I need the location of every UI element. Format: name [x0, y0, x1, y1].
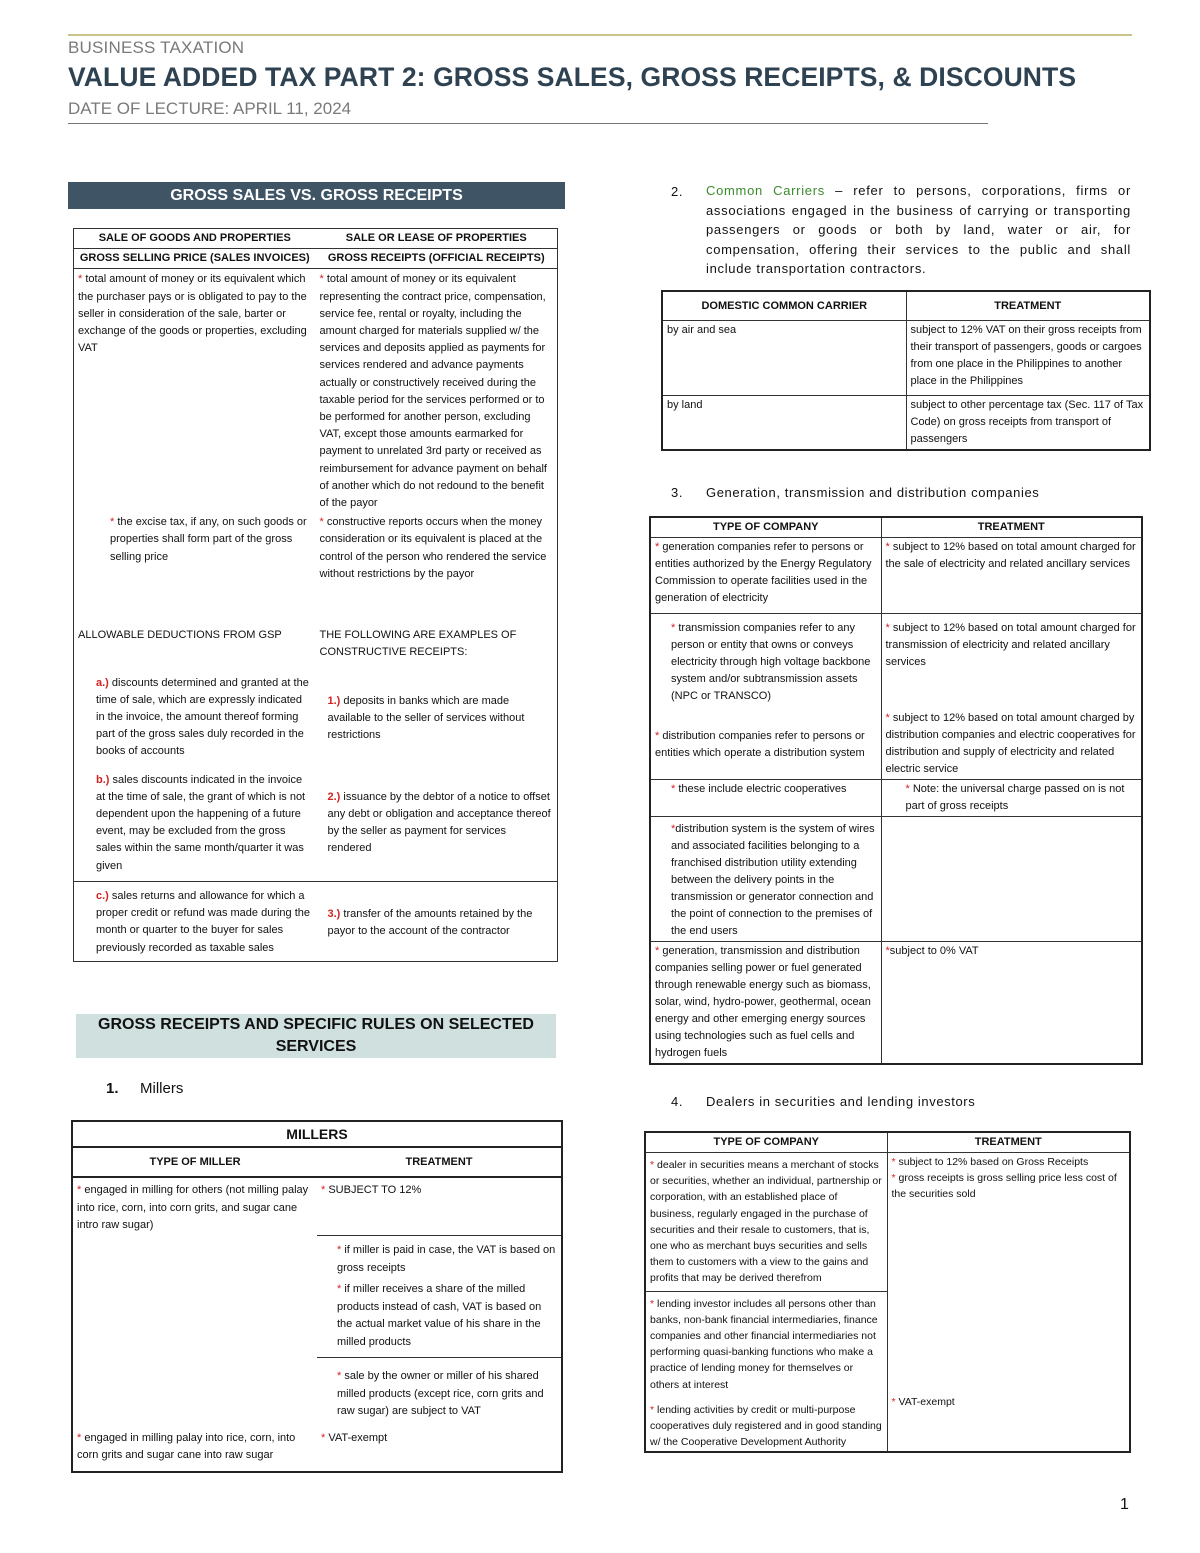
lending-investor: lending investor includes all persons other than banks, non-bank financial intermediaries, finance companies and other financial intermediaries not performing quasi-banking functions who make a practice of lending money for themselves or others at interest	[650, 1297, 878, 1391]
electric-cooperatives: these include electric cooperatives	[678, 783, 847, 795]
gsp-definition: total amount of money or its equivalent which the purchaser pays or is obligated to pay to the seller in consideration of the sale, barter or exchange of the goods or properties, excluding VAT	[78, 273, 307, 355]
item-4-title: Dealers in securities and lending investors	[706, 1094, 976, 1109]
dealers-col-treatment: TREATMENT	[887, 1132, 1130, 1153]
distribution-system-definition: distribution system is the system of wires and associated facilities belonging to a franchised distribution utility extending between the delivery points in the transmission or generator connection and the point of connection to the premises of the end users	[671, 823, 875, 937]
miller-cash-payment: if miller is paid in case, the VAT is based on gross receipts	[337, 1244, 556, 1274]
example-3-label: 3.)	[327, 907, 341, 920]
col-header-services: SALE OR LEASE OF PROPERTIES	[316, 229, 558, 249]
common-carriers-definition: – refer to persons, corporations, firms or associations engaged in the business of carrying or transporting passengers or goods or both by land, water or air, for compensation, offering their services to the public and shall include transportation contractors.	[706, 183, 1131, 276]
gr-definition: total amount of money or its equivalent representing the contract price, compensation, service fee, rental or royalty, including the amount charged for materials supplied w/ the services and deposits applied as payments for services rendered and advance payments actually or constructively received during the taxable period for the services performed or to be performed for another person, excluding VAT, except those amounts earmarked for payment to unrelated 3rd party or received as reimbursement for advance payment on behalf of another which do not redound to the benefit of the payor	[319, 273, 547, 510]
bullet-icon: *	[337, 1370, 342, 1382]
item-2-number: 2.	[671, 184, 684, 199]
example-3: transfer of the amounts retained by the payor to the account of the contractor	[327, 907, 533, 938]
bullet-icon: *	[885, 712, 890, 724]
bullet-icon: *	[77, 1184, 82, 1196]
common-col-carrier: DOMESTIC COMMON CARRIER	[662, 291, 906, 321]
bullet-icon: *	[891, 1156, 896, 1168]
deduction-b-label: b.)	[96, 773, 110, 786]
transmission-companies: transmission companies refer to any person or entity that owns or conveys electricity through high voltage backbone system and/or subtransmission assets (NPC or TRANSCO)	[671, 622, 871, 702]
deduction-a: discounts determined and granted at the time of sale, which are expressly indicated in the invoice, the amount thereof forming part of the gross sales duly recorded in the books of accounts	[96, 676, 309, 758]
bullet-icon: *	[337, 1283, 342, 1295]
header-rule	[68, 34, 1132, 36]
item-3-title: Generation, transmission and distribution companies	[706, 485, 1040, 500]
bullet-icon: *	[885, 622, 890, 634]
cooperative-vat-exempt: VAT-exempt	[898, 1395, 955, 1408]
miller-treatment-12: SUBJECT TO 12%	[328, 1184, 422, 1196]
millers-col-type: TYPE OF MILLER	[72, 1147, 317, 1177]
section-specific-rules-title: GROSS RECEIPTS AND SPECIFIC RULES ON SELECTED SERVICES	[76, 1014, 556, 1058]
bullet-icon: *	[885, 541, 890, 553]
bullet-icon: *	[885, 945, 890, 957]
bullet-icon: *	[337, 1244, 342, 1256]
transmission-treatment: subject to 12% based on total amount charged for transmission of electricity and related ancillary services	[885, 622, 1136, 668]
bullet-icon: *	[319, 273, 324, 286]
deduction-c: sales returns and allowance for which a proper credit or refund was made during the month or quarter to the buyer for sales previously recorded as taxable sales	[96, 889, 311, 954]
carrier-land-treatment: subject to other percentage tax (Sec. 117 of Tax Code) on gross receipts from transport of passengers	[906, 396, 1150, 451]
item-1-title: Millers	[140, 1080, 184, 1097]
carrier-air-sea-treatment: subject to 12% VAT on their gross receipts from their transport of passengers, goods or cargoes from one place in the Philippines to another place in the Philippines	[906, 321, 1150, 396]
lecture-date: DATE OF LECTURE: APRIL 11, 2024	[68, 99, 352, 118]
dealer-gross-receipts-def: gross receipts is gross selling price less cost of the securities sold	[891, 1172, 1117, 1201]
constructive-receipt-note: constructive reports occurs when the money consideration or its equivalent is placed at the control of the person who rendered the service without restrictions by the payor	[319, 516, 547, 580]
miller-share-payment: if miller receives a share of the milled products instead of cash, VAT is based on the actual market value of his share in the milled products	[337, 1283, 542, 1348]
col-header-goods: SALE OF GOODS AND PROPERTIES	[74, 229, 316, 249]
example-2-label: 2.)	[327, 790, 341, 803]
item-3-number: 3.	[671, 485, 684, 500]
bullet-icon: *	[655, 541, 660, 553]
document-title: VALUE ADDED TAX PART 2: GROSS SALES, GROSS RECEIPTS, & DISCOUNTS	[68, 62, 1077, 92]
excise-tax-note: the excise tax, if any, on such goods or properties shall form part of the gross selling price	[110, 516, 307, 563]
millers-table	[71, 1120, 563, 1473]
bullet-icon: *	[671, 622, 676, 634]
carrier-air-sea: by air and sea	[662, 321, 906, 396]
generation-companies-table	[649, 516, 1143, 1065]
example-2: issuance by the debtor of a notice to offset any debt or obligation and acceptance thereof by the seller as payment for services rendered	[327, 790, 551, 855]
millers-col-treatment: TREATMENT	[317, 1147, 562, 1177]
common-carriers-paragraph	[706, 181, 1131, 279]
col-subheader-gsp: GROSS SELLING PRICE (SALES INVOICES)	[74, 249, 316, 269]
bullet-icon: *	[110, 516, 115, 529]
renewable-treatment: subject to 0% VAT	[889, 945, 979, 957]
bullet-icon: *	[891, 1395, 896, 1408]
renewable-energy-companies: generation, transmission and distribution companies selling power or fuel generated through renewable energy such as biomass, solar, wind, hydro-power, geothermal, ocean energy and other emerging energy sources using technologies such as fuel cells and hydrogen fuels	[655, 945, 871, 1059]
universal-charge-note: Note: the universal charge passed on is not part of gross receipts	[905, 783, 1125, 812]
gen-col-type: TYPE OF COMPANY	[650, 517, 881, 538]
distribution-treatment: subject to 12% based on total amount charged by distribution companies and electric cooperatives for distribution and supply of electricity and related electric service	[885, 712, 1136, 775]
generation-treatment: subject to 12% based on total amount charged for the sale of electricity and related ancillary services	[885, 541, 1136, 570]
course-subject: BUSINESS TAXATION	[68, 38, 245, 57]
bullet-icon: *	[650, 1297, 655, 1310]
miller-type-toll: engaged in milling for others (not milling palay into rice, corn, into corn grits, and sugar cane intro raw sugar)	[77, 1184, 309, 1231]
examples-heading: THE FOLLOWING ARE EXAMPLES OF CONSTRUCTIVE RECEIPTS:	[319, 629, 517, 659]
item-4-number: 4.	[671, 1094, 684, 1109]
millers-table-title: MILLERS	[72, 1121, 562, 1147]
common-carrier-table	[661, 290, 1151, 451]
gen-col-treatment: TREATMENT	[881, 517, 1142, 538]
deduction-c-label: c.)	[96, 889, 109, 902]
bullet-icon: *	[321, 1184, 326, 1196]
bullet-icon: *	[671, 783, 676, 795]
carrier-land: by land	[662, 396, 906, 451]
bullet-icon: *	[78, 273, 83, 286]
common-carriers-term: Common Carriers	[706, 183, 825, 198]
bullet-icon: *	[650, 1159, 655, 1171]
deduction-b: sales discounts indicated in the invoice at the time of sale, the grant of which is not dependent upon the happening of a future event, may be excluded from the gross sales within the same month/quarter it was given	[96, 773, 306, 872]
col-subheader-gr: GROSS RECEIPTS (OFFICIAL RECEIPTS)	[316, 249, 558, 269]
bullet-icon: *	[905, 783, 910, 795]
distribution-companies: distribution companies refer to persons or entities which operate a distribution system	[655, 730, 865, 759]
dealer-treatment-12: subject to 12% based on Gross Receipts	[898, 1156, 1089, 1168]
bullet-icon: *	[891, 1172, 896, 1185]
bullet-icon: *	[650, 1403, 655, 1416]
miller-type-staple: engaged in milling palay into rice, corn, into corn grits and sugar cane into raw sugar	[77, 1431, 296, 1461]
section-gross-sales-title: GROSS SALES VS. GROSS RECEIPTS	[68, 182, 565, 209]
date-rule	[68, 123, 988, 124]
bullet-icon: *	[671, 823, 676, 835]
dealer-in-securities: dealer in securities means a merchant of stocks or securities, whether an individual, partnership or corporation, with an established place of business, regularly engaged in the purchase of securities and their resale to customers, that is, one who as merchant buys securities and sells them to customers with a view to the gains and profits that may be derived therefrom	[650, 1159, 882, 1285]
deductions-heading: ALLOWABLE DEDUCTIONS FROM GSP	[78, 629, 282, 642]
item-1-number: 1.	[106, 1080, 119, 1097]
generation-companies: generation companies refer to persons or entities authorized by the Energy Regulatory Commission to operate facilities used in the generation of electricity	[655, 541, 872, 604]
example-1: deposits in banks which are made available to the seller of services without restrictions	[327, 694, 525, 742]
dealers-col-type: TYPE OF COMPANY	[645, 1132, 887, 1153]
bullet-icon: *	[321, 1431, 326, 1444]
bullet-icon: *	[319, 516, 324, 529]
common-col-treatment: TREATMENT	[906, 291, 1150, 321]
bullet-icon: *	[77, 1431, 82, 1444]
cooperative-lending: lending activities by credit or multi-purpose cooperatives duly registered and in good standing w/ the Cooperative Development Authority	[650, 1403, 882, 1449]
deduction-a-label: a.)	[96, 676, 109, 689]
bullet-icon: *	[655, 730, 660, 742]
miller-vat-exempt: VAT-exempt	[328, 1431, 388, 1444]
gross-sales-vs-receipts-table	[73, 228, 558, 962]
example-1-label: 1.)	[327, 694, 341, 707]
bullet-icon: *	[655, 945, 660, 957]
page-number: 1	[1120, 1496, 1129, 1513]
miller-shared-products: sale by the owner or miller of his shared milled products (except rice, corn grits and raw sugar) are subject to VAT	[337, 1370, 544, 1417]
dealers-table	[644, 1131, 1131, 1453]
